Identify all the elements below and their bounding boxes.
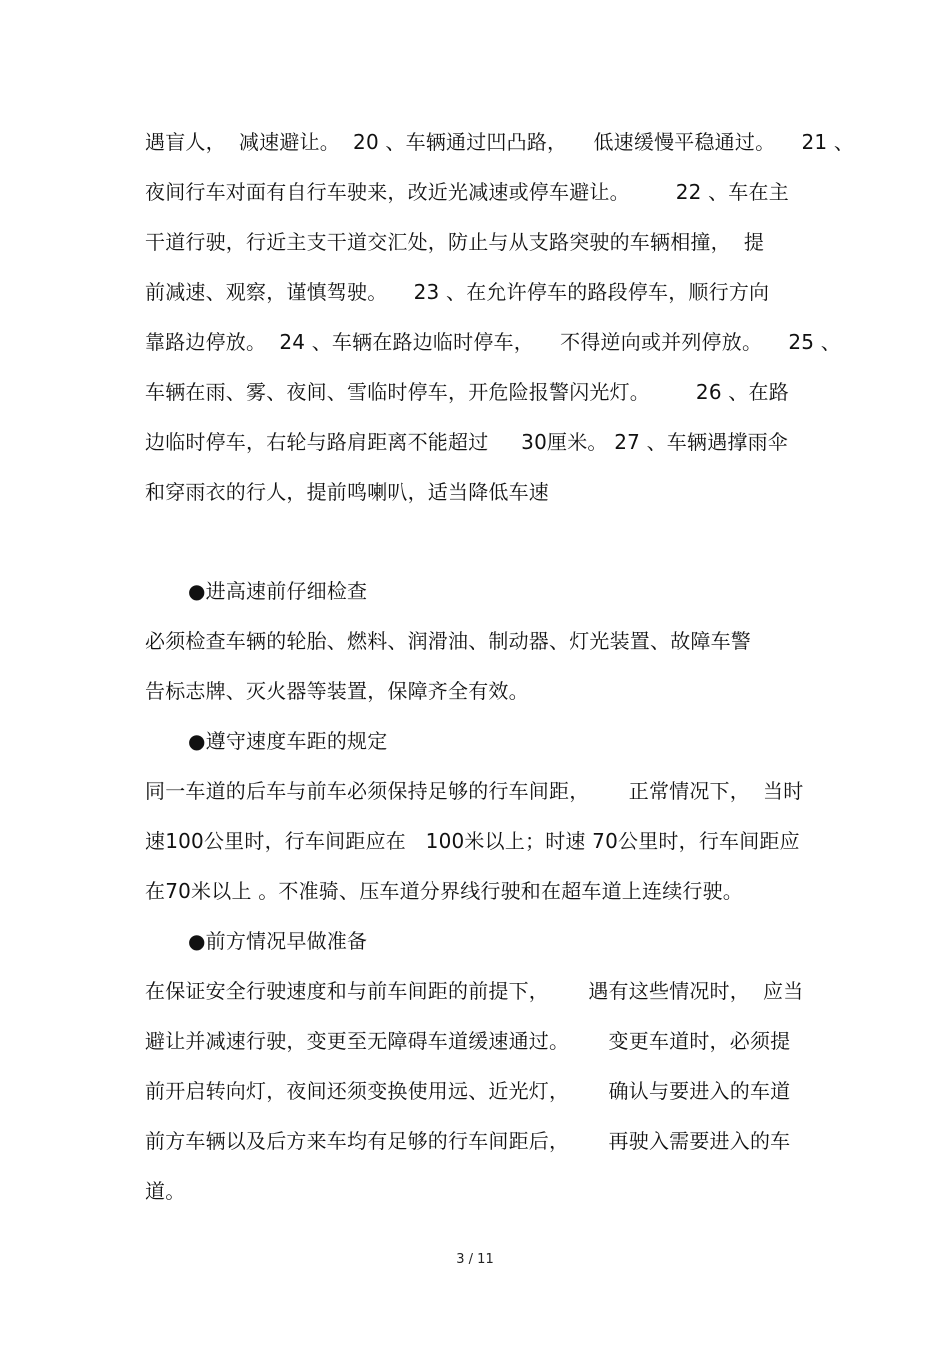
paragraph-line: 和穿雨衣的行人，提前鸣喇叭，适当降低车速 xyxy=(145,480,549,504)
paragraph-line: 靠路边停放。 24 、车辆在路边临时停车， 不得逆向或并列停放。 25 、 xyxy=(145,330,841,354)
paragraph-line: 在70米以上 。不准骑、压车道分界线行驶和在超车道上连续行驶。 xyxy=(145,879,744,903)
paragraph-line: 告标志牌、灭火器等装置，保障齐全有效。 xyxy=(145,679,529,703)
paragraph-line: 在保证安全行驶速度和与前车间距的前提下， 遇有这些情况时， 应当 xyxy=(145,979,804,1003)
paragraph-line: 车辆在雨、雾、夜间、雪临时停车，开危险报警闪光灯。 26 、在路 xyxy=(145,380,789,404)
paragraph-line: 边临时停车，右轮与路肩距离不能超过 30厘米。 27 、车辆遇撑雨伞 xyxy=(145,430,788,454)
page-number: 3 / 11 xyxy=(456,1252,494,1267)
paragraph-line: 前开启转向灯，夜间还须变换使用远、近光灯， 确认与要进入的车道 xyxy=(145,1079,791,1103)
paragraph-line: 同一车道的后车与前车必须保持足够的行车间距， 正常情况下， 当时 xyxy=(145,779,804,803)
paragraph-line: 必须检查车辆的轮胎、燃料、润滑油、制动器、灯光装置、故障车警 xyxy=(145,629,751,653)
section-heading-prepare-ahead: ●前方情况早做准备 xyxy=(188,929,368,953)
paragraph-line: 避让并减速行驶，变更至无障碍车道缓速通过。 变更车道时，必须提 xyxy=(145,1029,791,1053)
paragraph-line: 干道行驶，行近主支干道交汇处，防止与从支路突驶的车辆相撞， 提 xyxy=(145,230,765,254)
section-heading-speed-distance: ●遵守速度车距的规定 xyxy=(188,729,388,753)
paragraph-line: 道。 xyxy=(145,1179,186,1203)
section-heading-highway-check: ●进高速前仔细检查 xyxy=(188,579,368,603)
paragraph-line: 前方车辆以及后方来车均有足够的行车间距后， 再驶入需要进入的车 xyxy=(145,1129,791,1153)
paragraph-line: 速100公里时，行车间距应在 100米以上；时速 70公里时，行车间距应 xyxy=(145,829,800,853)
paragraph-line: 夜间行车对面有自行车驶来，改近光减速或停车避让。 22 、车在主 xyxy=(145,180,789,204)
paragraph-line: 前减速、观察，谨慎驾驶。 23 、在允许停车的路段停车，顺行方向 xyxy=(145,280,770,304)
paragraph-line: 遇盲人， 减速避让。 20 、车辆通过凹凸路， 低速缓慢平稳通过。 21 、 xyxy=(145,130,855,154)
